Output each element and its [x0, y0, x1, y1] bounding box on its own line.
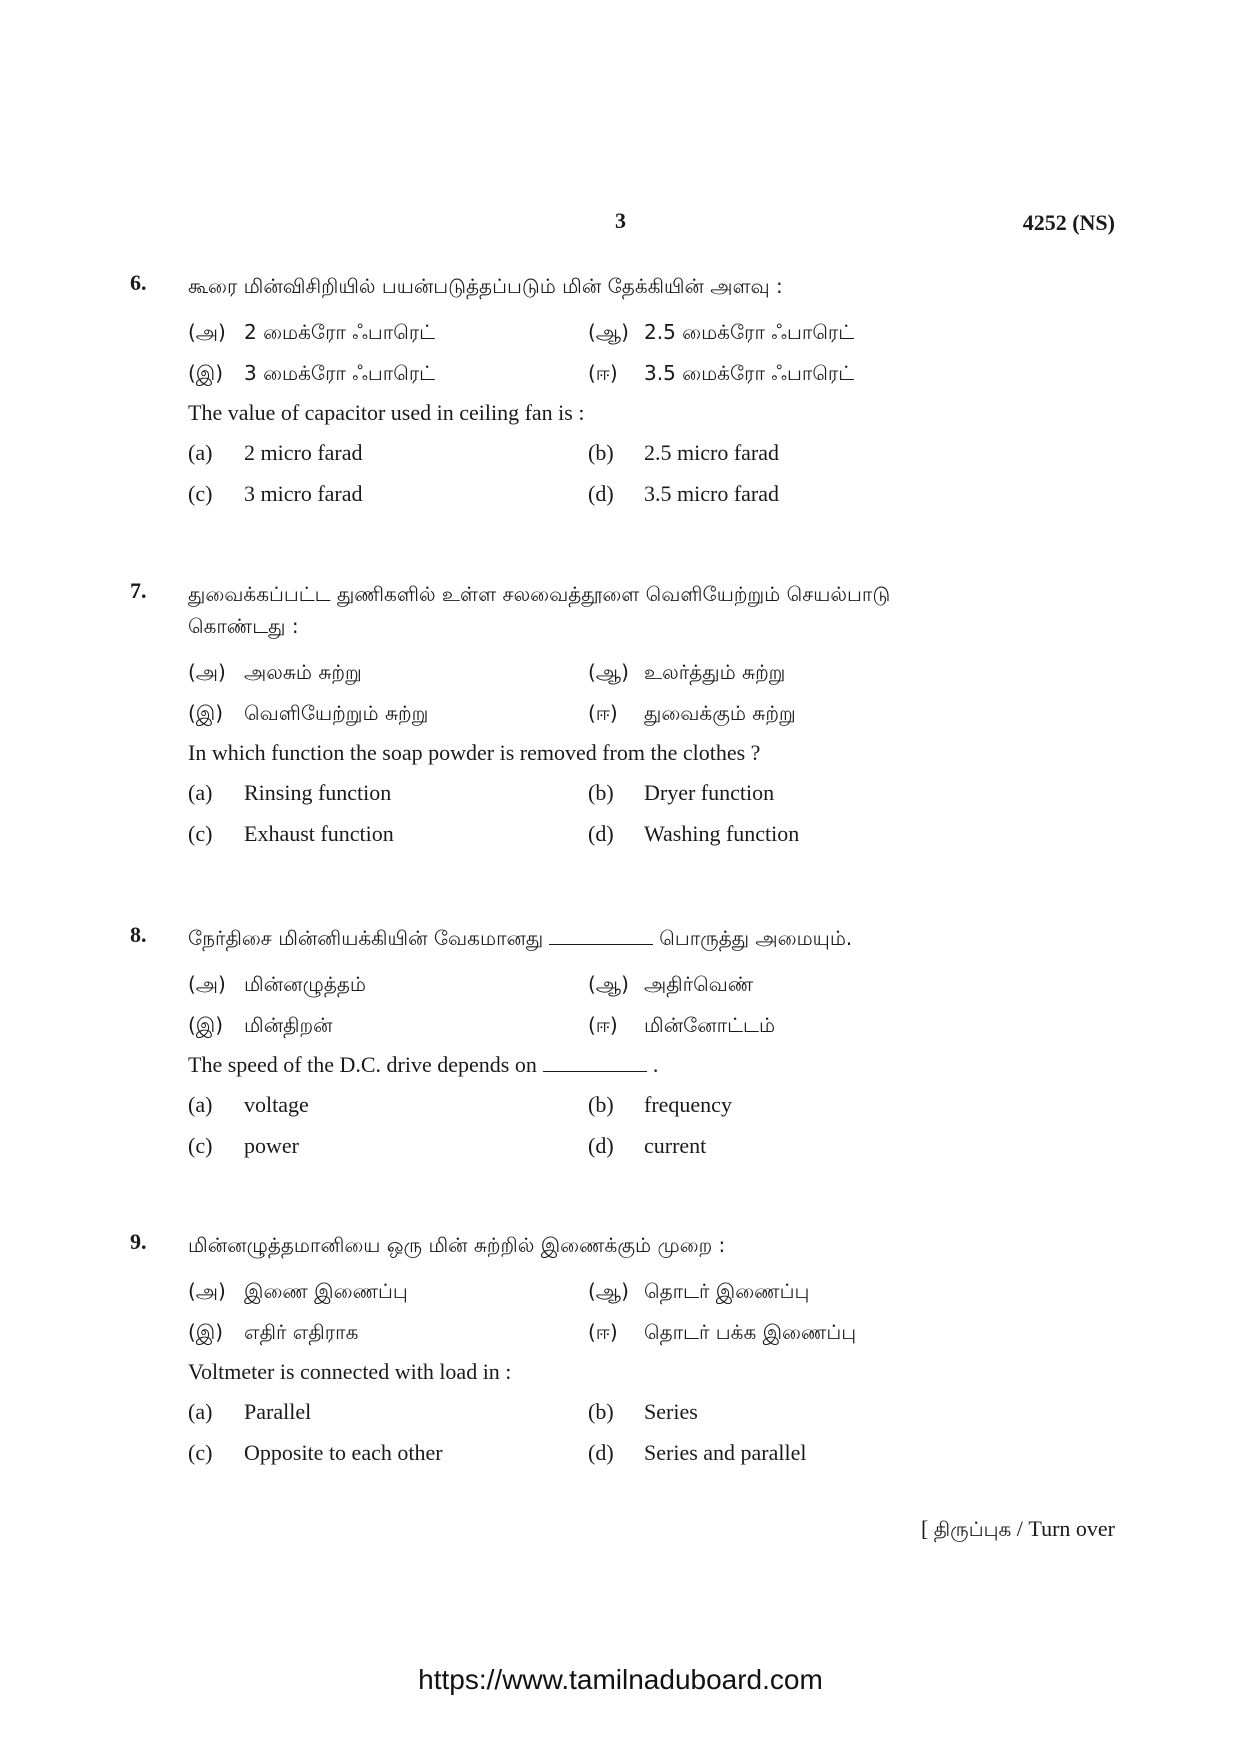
tamil-question-text: கூரை மின்விசிறியில் பயன்படுத்தப்படும் மின் தேக்கியின் அளவு :: [188, 274, 783, 298]
fill-blank: [543, 1053, 647, 1072]
option-text: Opposite to each other: [244, 1440, 443, 1465]
tamil-option-c: [188, 1009, 332, 1041]
question-number: 6.: [130, 270, 147, 295]
english-option-b: [588, 438, 779, 468]
option-label: (அ): [188, 320, 226, 344]
english-option-c: [188, 1438, 443, 1468]
english-question-text: In which function the soap powder is removed from the clothes ?: [188, 740, 761, 765]
option-label: (அ): [188, 1279, 226, 1303]
option-label: (இ): [188, 1013, 224, 1037]
tamil-question-text: மின்னழுத்தமானியை ஒரு மின் சுற்றில் இணைக்கும் முறை :: [188, 1233, 726, 1257]
option-label: (c): [188, 1440, 213, 1465]
option-text: 2 micro farad: [244, 440, 363, 465]
turn-over-note: [921, 1516, 1115, 1544]
option-label: (d): [588, 481, 614, 506]
english-question-text: The value of capacitor used in ceiling fan is :: [188, 400, 585, 425]
option-text: 2.5 மைக்ரோ ஃபாரெட்: [644, 320, 855, 344]
option-text: Exhaust function: [244, 821, 394, 846]
english-option-a: [188, 1090, 309, 1120]
english-option-c: [188, 819, 394, 849]
option-text: Dryer function: [644, 780, 775, 805]
tamil-option-d: [588, 1316, 856, 1348]
option-label: (b): [588, 1092, 614, 1117]
option-text: Rinsing function: [244, 780, 392, 805]
option-label: (ஈ): [588, 1013, 618, 1037]
fill-blank: [549, 926, 653, 945]
tamil-question-line: [188, 922, 1088, 954]
tamil-option-c: [188, 357, 435, 389]
option-label: (c): [188, 821, 213, 846]
option-label: (b): [588, 780, 614, 805]
option-label: (c): [188, 481, 213, 506]
english-option-d: [588, 819, 799, 849]
option-text: 3 micro farad: [244, 481, 363, 506]
option-label: (a): [188, 1399, 213, 1424]
turn-over-separator: /: [1016, 1516, 1023, 1541]
option-text: 2.5 micro farad: [644, 440, 779, 465]
tamil-option-b: [588, 656, 785, 688]
english-option-c: [188, 479, 363, 509]
option-text: 3.5 micro farad: [644, 481, 779, 506]
turn-over-bracket: [: [920, 1516, 929, 1541]
option-text: Series: [644, 1399, 698, 1424]
english-option-c: [188, 1131, 299, 1161]
english-option-d: [588, 1438, 807, 1468]
option-text: துவைக்கும் சுற்று: [644, 701, 796, 725]
english-question-end: .: [652, 1052, 659, 1077]
option-text: வெளியேற்றும் சுற்று: [244, 701, 429, 725]
option-label: (ஆ): [588, 1279, 629, 1303]
english-option-b: [588, 1090, 732, 1120]
option-label: (ஆ): [588, 660, 629, 684]
option-label: (ஈ): [588, 361, 618, 385]
option-label: (ஆ): [588, 320, 629, 344]
option-text: மின்திறன்: [244, 1013, 333, 1037]
tamil-option-d: [588, 357, 854, 389]
option-label: (d): [588, 1133, 614, 1158]
tamil-question-text-end: பொருத்து அமையும்.: [659, 926, 853, 950]
tamil-option-a: [188, 1275, 408, 1307]
option-text: 3 மைக்ரோ ஃபாரெட்: [244, 361, 436, 385]
option-label: (அ): [188, 660, 226, 684]
option-text: power: [244, 1133, 299, 1158]
option-label: (இ): [188, 361, 224, 385]
english-option-a: [188, 778, 391, 808]
option-text: அலசும் சுற்று: [244, 660, 362, 684]
option-text: இணை இணைப்பு: [244, 1279, 408, 1303]
tamil-option-c: [188, 697, 428, 729]
question-number: 7.: [130, 578, 147, 603]
tamil-question-text: துவைக்கப்பட்ட துணிகளில் உள்ள சலவைத்தூளை வெளியேற்றும் செயல்பாடு: [188, 582, 891, 606]
tamil-option-b: [588, 1275, 809, 1307]
option-label: (ஆ): [588, 972, 629, 996]
tamil-option-a: [188, 656, 362, 688]
tamil-option-a: [188, 968, 366, 1000]
question-number: 9.: [130, 1229, 147, 1254]
option-text: Parallel: [244, 1399, 312, 1424]
option-text: மின்னழுத்தம்: [244, 972, 366, 996]
option-label: (a): [188, 1092, 213, 1117]
tamil-question-text: நேர்திசை மின்னியக்கியின் வேகமானது: [188, 926, 544, 950]
option-label: (அ): [188, 972, 226, 996]
tamil-option-b: [588, 316, 854, 348]
option-text: 2 மைக்ரோ ஃபாரெட்: [244, 320, 436, 344]
paper-code: 4252 (NS): [1022, 210, 1115, 235]
english-option-b: [588, 778, 774, 808]
english-option-a: [188, 1397, 311, 1427]
option-text: மின்னோட்டம்: [644, 1013, 776, 1037]
option-label: (a): [188, 780, 213, 805]
option-text: Series and parallel: [644, 1440, 807, 1465]
option-label: (b): [588, 1399, 614, 1424]
option-text: Washing function: [644, 821, 800, 846]
option-label: (இ): [188, 1320, 224, 1344]
footer-url: https://www.tamilnaduboard.com: [418, 1664, 823, 1695]
option-label: (c): [188, 1133, 213, 1158]
english-question-text: The speed of the D.C. drive depends on: [188, 1052, 537, 1077]
tamil-option-c: [188, 1316, 358, 1348]
option-text: தொடர் இணைப்பு: [644, 1279, 810, 1303]
option-label: (d): [588, 1440, 614, 1465]
turn-over-tamil: திருப்புக: [933, 1517, 1012, 1541]
tamil-question-text-cont: கொண்டது :: [188, 614, 299, 638]
english-question-text: Voltmeter is connected with load in :: [188, 1359, 512, 1384]
tamil-option-d: [588, 697, 796, 729]
option-label: (b): [588, 440, 614, 465]
question-number: 8.: [130, 922, 147, 947]
turn-over-english: Turn over: [1028, 1516, 1115, 1541]
option-text: voltage: [244, 1092, 309, 1117]
tamil-option-d: [588, 1009, 775, 1041]
option-label: (a): [188, 440, 213, 465]
english-option-d: [588, 479, 779, 509]
option-text: தொடர் பக்க இணைப்பு: [644, 1320, 857, 1344]
option-label: (d): [588, 821, 614, 846]
option-label: (இ): [188, 701, 224, 725]
english-option-a: [188, 438, 363, 468]
tamil-option-b: [588, 968, 753, 1000]
page-number: 3: [615, 208, 626, 233]
option-text: current: [644, 1133, 707, 1158]
option-text: அதிர்வெண்: [644, 972, 754, 996]
english-option-b: [588, 1397, 698, 1427]
option-text: உலர்த்தும் சுற்று: [644, 660, 786, 684]
option-text: 3.5 மைக்ரோ ஃபாரெட்: [644, 361, 855, 385]
option-label: (ஈ): [588, 701, 618, 725]
option-text: frequency: [644, 1092, 732, 1117]
english-question-line: [188, 1050, 1088, 1080]
english-option-d: [588, 1131, 706, 1161]
option-text: எதிர் எதிராக: [244, 1320, 359, 1344]
option-label: (ஈ): [588, 1320, 618, 1344]
tamil-option-a: [188, 316, 435, 348]
